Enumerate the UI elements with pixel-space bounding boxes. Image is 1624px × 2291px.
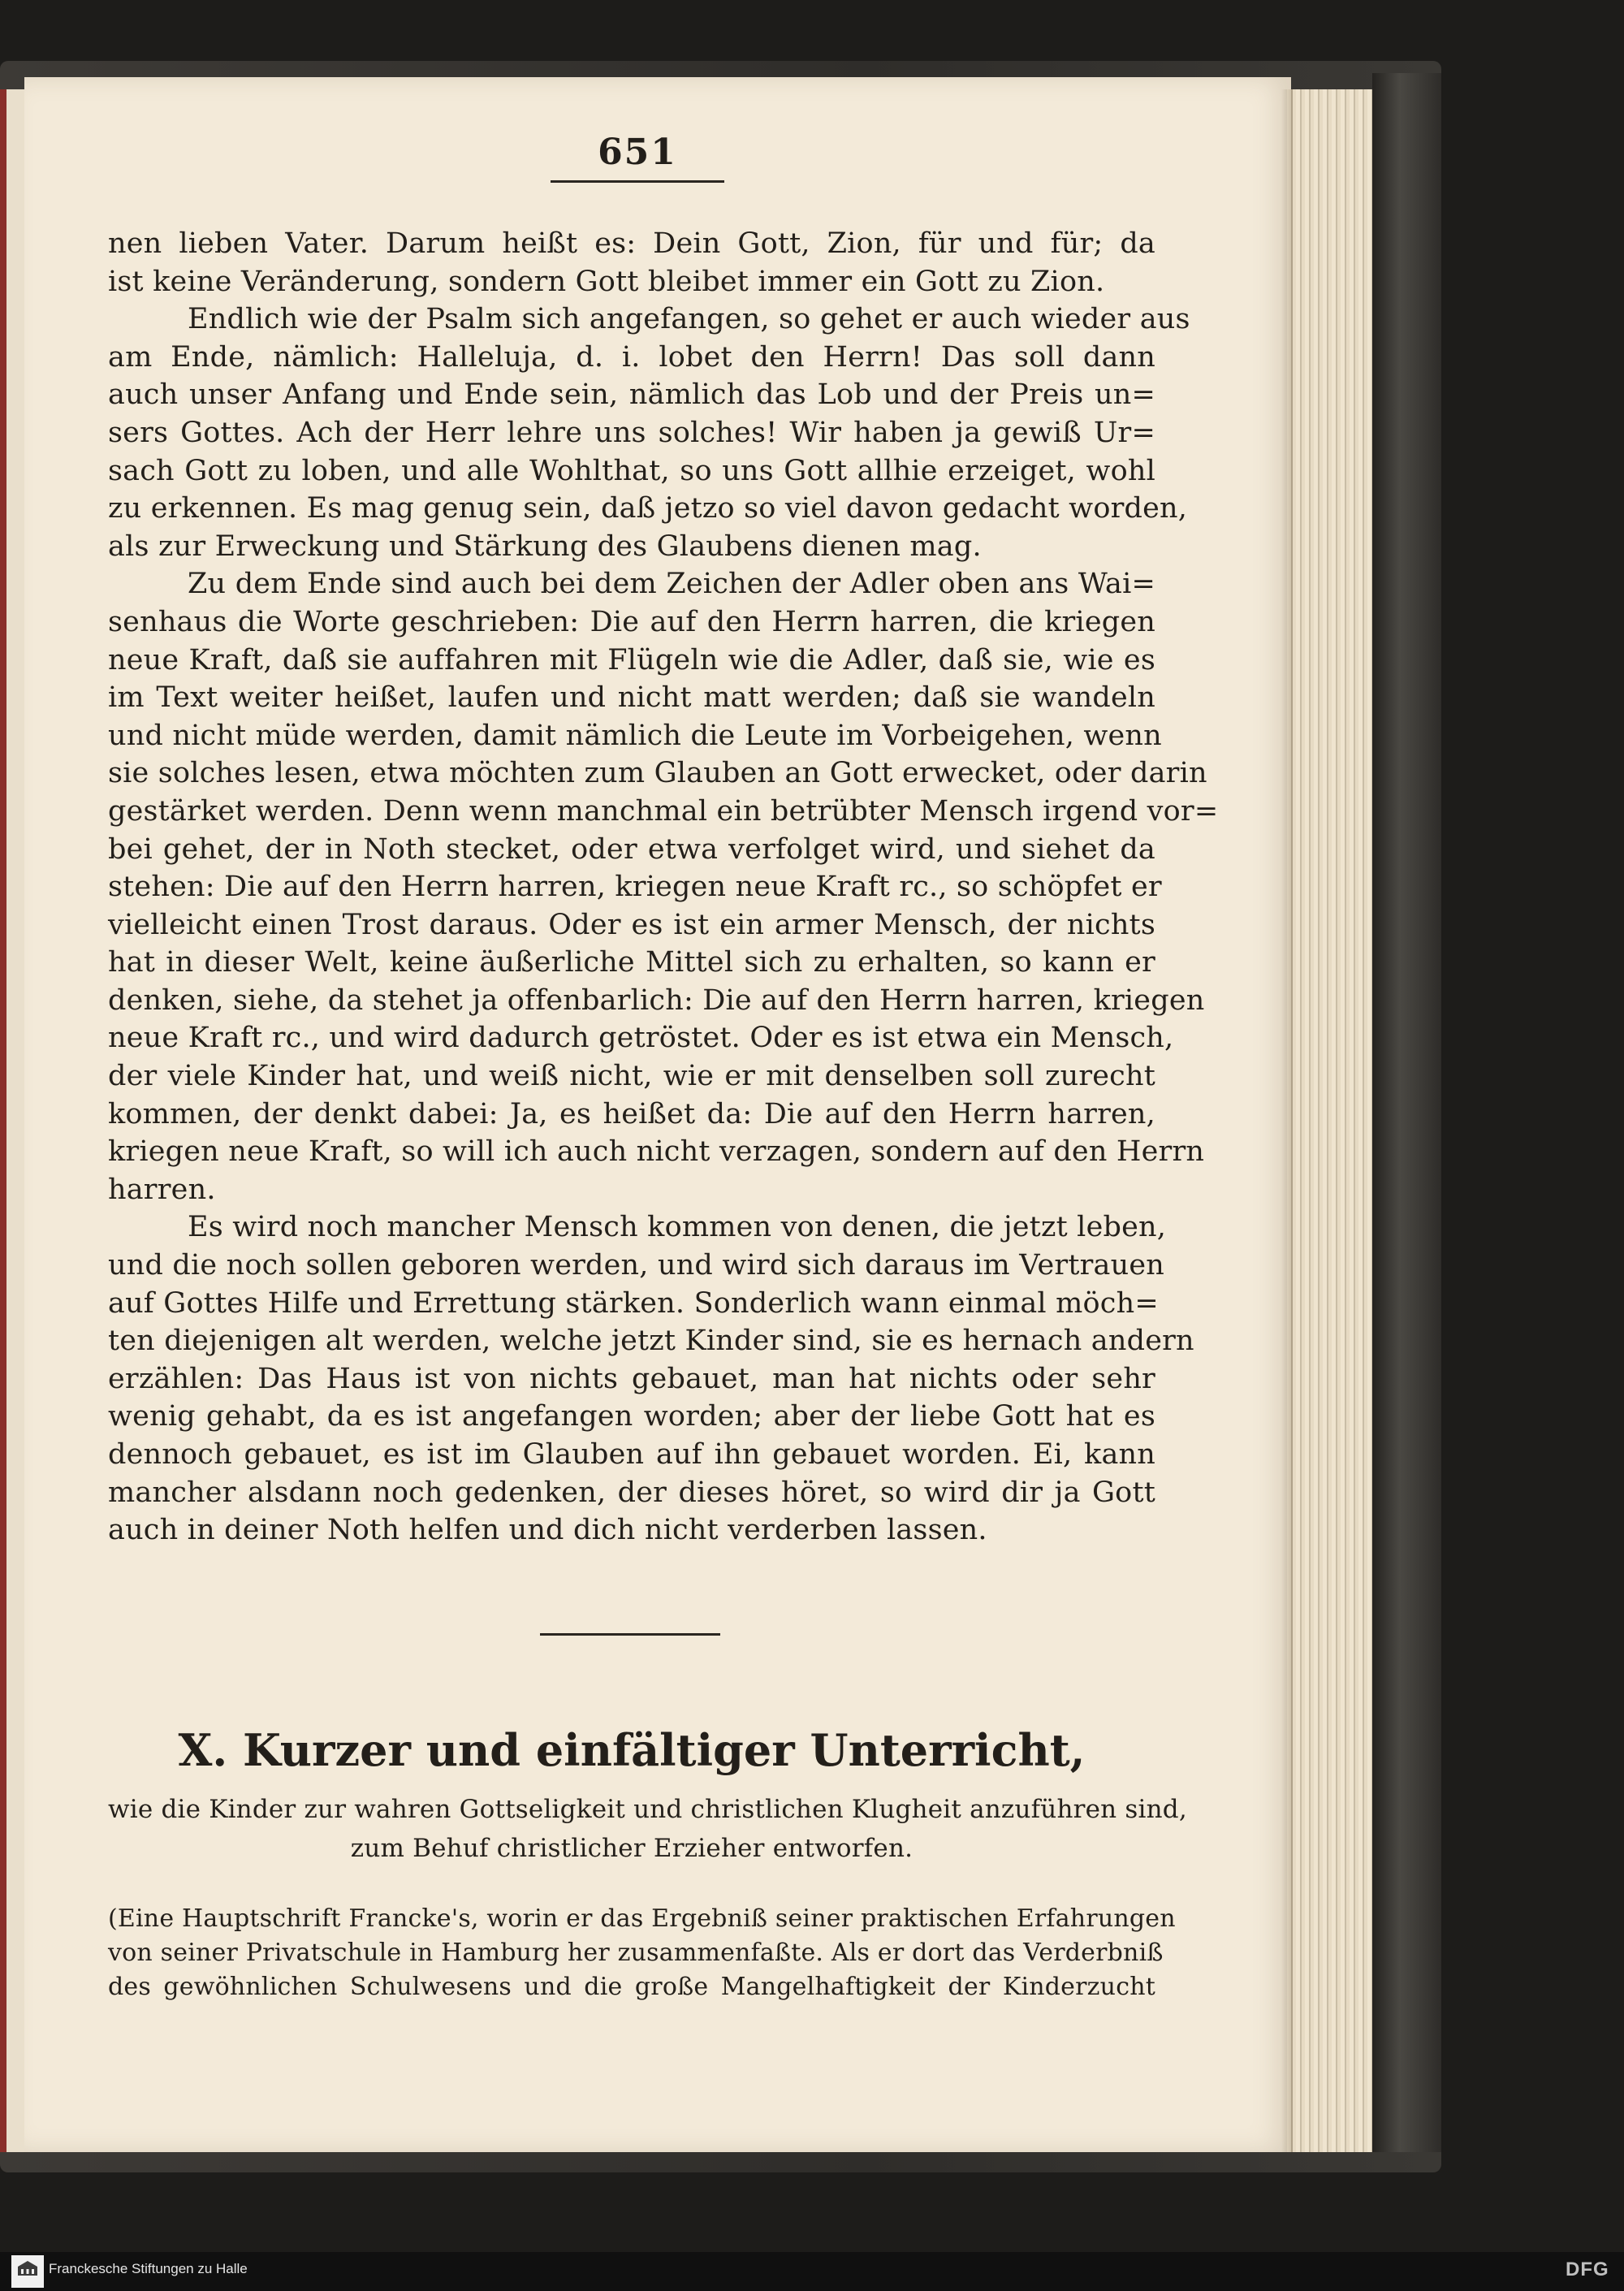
text-line: harren. [108, 1173, 216, 1206]
text-line: gestärket werden. Denn wenn manchmal ein betrübter Mensch irgend vor= [108, 794, 1219, 828]
building-icon [16, 2259, 39, 2277]
page-gutter-shadow [1281, 89, 1293, 2152]
text-line: nen lieben Vater. Darum heißt es: Dein Gott, Zion, für und für; da [108, 227, 1155, 260]
text-line: Zu dem Ende sind auch bei dem Zeichen der Adler oben ans Wai= [188, 568, 1155, 601]
institution-name: Franckesche Stiftungen zu Halle [49, 2261, 248, 2276]
page-number-rule [551, 180, 724, 183]
text-line: Es wird noch mancher Mensch kommen von denen, die jetzt leben, [188, 1211, 1167, 1244]
text-line: auch in deiner Noth helfen und dich nicht verderben lassen. [108, 1514, 987, 1547]
intro-text [108, 1902, 1176, 2004]
text-line: dennoch gebauet, es ist im Glauben auf ihn gebauet worden. Ei, kann [108, 1438, 1155, 1471]
text-line: im Text weiter heißet, laufen und nicht matt werden; daß sie wandeln [108, 681, 1155, 715]
text-line: ten diejenigen alt werden, welche jetzt Kinder sind, sie es hernach andern [108, 1325, 1194, 1358]
text-line: neue Kraft rc., und wird dadurch getröstet. Oder es ist etwa ein Mensch, [108, 1022, 1174, 1055]
section-subtitle [108, 1790, 1187, 1868]
text-line: bei gehet, der in Noth stecket, oder etwa verfolget wird, und siehet da [108, 832, 1155, 866]
intro-line: von seiner Privatschule in Hamburg her zusammenfaßte. Als er dort das Verderbniß [108, 1939, 1164, 1967]
text-line: denken, siehe, da stehet ja offenbarlich: Die auf den Herrn harren, kriegen [108, 983, 1205, 1017]
text-line: sers Gottes. Ach der Herr lehre uns solches! Wir haben ja gewiß Ur= [108, 416, 1155, 449]
text-line: vielleicht einen Trost daraus. Oder es ist ein armer Mensch, der nichts [108, 908, 1155, 941]
subtitle-line: wie die Kinder zur wahren Gottseligkeit und christlichen Klugheit anzuführen sind, [108, 1795, 1187, 1824]
text-line: zu erkennen. Es mag genug sein, daß jetzo so viel davon gedacht worden, [108, 492, 1188, 525]
text-line: stehen: Die auf den Herrn harren, kriegen neue Kraft rc., so schöpfet er [108, 871, 1162, 904]
book-cover-edge [1372, 73, 1441, 2152]
page-number: 651 [598, 132, 677, 173]
text-line: und nicht müde werden, damit nämlich die Leute im Vorbeigehen, wenn [108, 719, 1162, 752]
text-line: hat in dieser Welt, keine äußerliche Mittel sich zu erhalten, so kann er [108, 946, 1155, 979]
text-line: kriegen neue Kraft, so will ich auch nicht verzagen, sondern auf den Herrn [108, 1135, 1205, 1169]
text-line: wenig gehabt, da es ist angefangen worden; aber der liebe Gott hat es [108, 1400, 1155, 1433]
text-line: sach Gott zu loben, und alle Wohlthat, so uns Gott allhie erzeiget, wohl [108, 454, 1155, 487]
text-line: neue Kraft, daß sie auffahren mit Flügeln wie die Adler, daß sie, wie es [108, 643, 1155, 676]
text-line: sie solches lesen, etwa möchten zum Glauben an Gott erwecket, oder darin [108, 757, 1207, 790]
text-line: ist keine Veränderung, sondern Gott bleibet immer ein Gott zu Zion. [108, 265, 1105, 298]
subtitle-line: zum Behuf christlicher Erzieher entworfen. [350, 1834, 914, 1863]
dfg-logo: DFG [1566, 2259, 1609, 2280]
text-line: auf Gottes Hilfe und Errettung stärken. Sonderlich wann einmal möch= [108, 1286, 1159, 1320]
body-text [108, 225, 1219, 1550]
text-line: der viele Kinder hat, und weiß nicht, wie er mit denselben soll zurecht [108, 1060, 1155, 1093]
text-line: Endlich wie der Psalm sich angefangen, so gehet er auch wieder aus [188, 303, 1190, 336]
text-line: senhaus die Worte geschrieben: Die auf den Herrn harren, die kriegen [108, 605, 1155, 638]
text-line: kommen, der denkt dabei: Ja, es heißet da: Die auf den Herrn harren, [108, 1097, 1155, 1130]
text-line: und die noch sollen geboren werden, und wird sich daraus im Vertrauen [108, 1249, 1164, 1282]
page-stack-edges [1287, 89, 1372, 2152]
intro-line: des gewöhnlichen Schulwesens und die große Mangelhaftigkeit der Kinderzucht [108, 1973, 1155, 2001]
section-divider [540, 1633, 720, 1636]
text-line: erzählen: Das Haus ist von nichts gebauet, man hat nichts oder sehr [108, 1362, 1155, 1395]
section-heading: X. Kurzer und einfältiger Unterricht, [178, 1724, 1086, 1776]
text-line: als zur Erweckung und Stärkung des Glaubens dienen mag. [108, 530, 982, 563]
intro-line: (Eine Hauptschrift Francke's, worin er das Ergebniß seiner praktischen Erfahrungen [108, 1904, 1176, 1933]
text-line: auch unser Anfang und Ende sein, nämlich das Lob und der Preis un= [108, 378, 1155, 412]
text-line: mancher alsdann noch gedenken, der dieses höret, so wird dir ja Gott [108, 1476, 1155, 1509]
text-line: am Ende, nämlich: Halleluja, d. i. lobet den Herrn! Das soll dann [108, 340, 1155, 374]
